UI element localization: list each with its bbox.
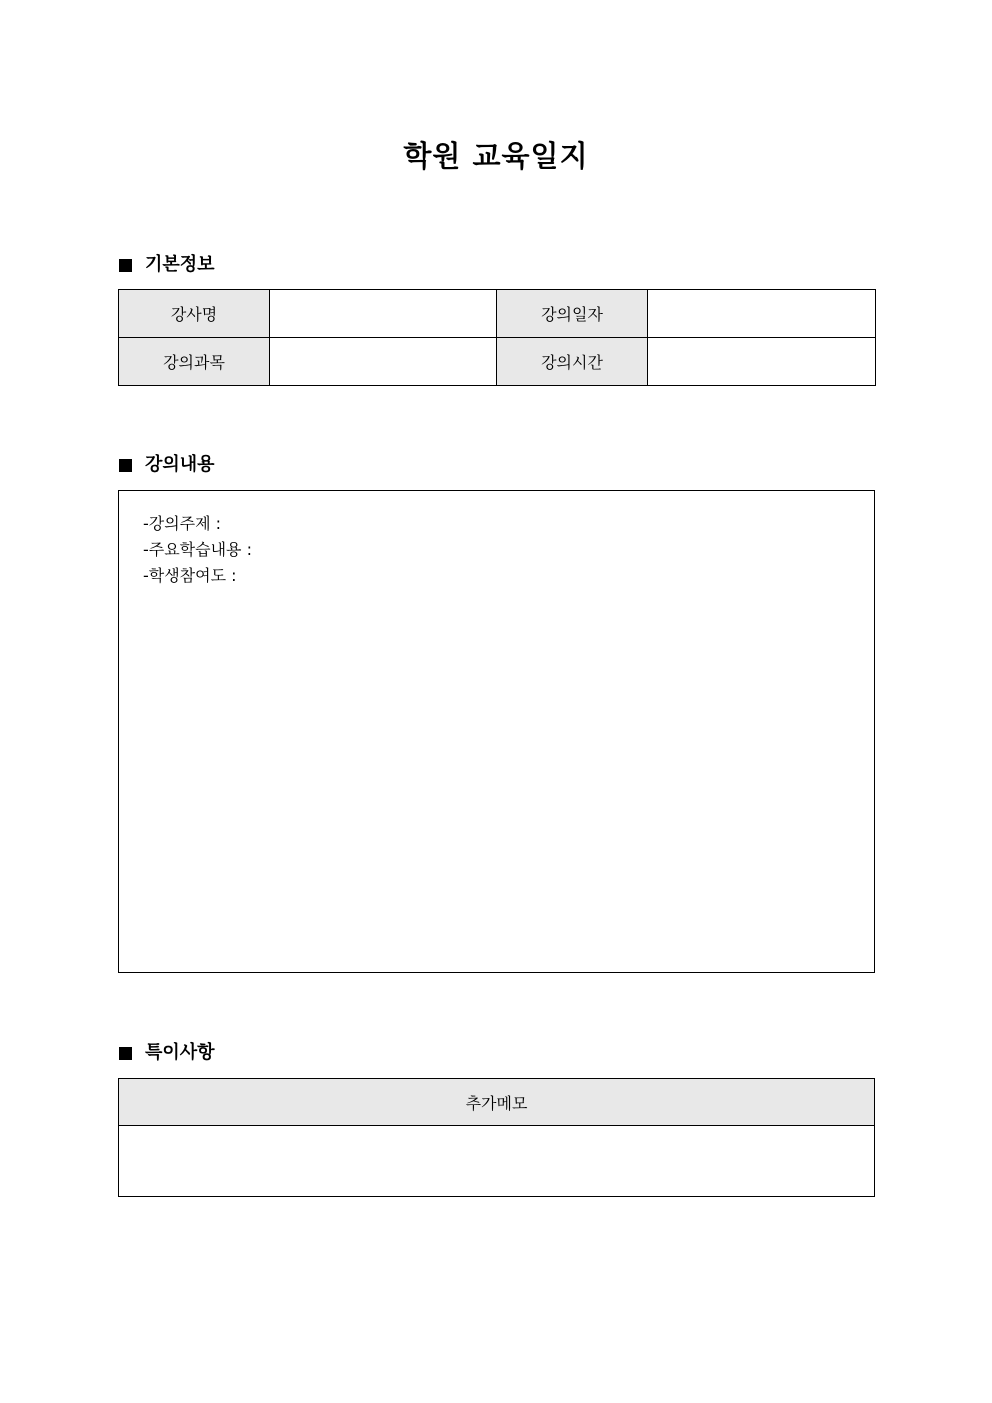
section-heading-basic-info xyxy=(119,253,215,277)
section-heading-remarks xyxy=(119,1041,215,1065)
lecture-content-box[interactable] xyxy=(118,490,875,973)
table-row xyxy=(119,338,876,386)
square-bullet-icon xyxy=(119,1047,132,1060)
instructor-label: 강사명 xyxy=(119,290,270,338)
section-heading-label: 기본정보 xyxy=(145,254,215,275)
subject-field[interactable] xyxy=(270,338,497,386)
table-row xyxy=(119,1126,875,1197)
student-participation-line: -학생참여도 : xyxy=(143,566,237,585)
square-bullet-icon xyxy=(119,259,132,272)
lecture-topic-line: -강의주제 : xyxy=(143,514,222,533)
table-row xyxy=(119,1079,875,1126)
page-title: 학원 교육일지 xyxy=(403,139,589,173)
memo-table xyxy=(118,1078,875,1197)
section-heading-label: 특이사항 xyxy=(145,1042,215,1063)
main-learning-line: -주요학습내용 : xyxy=(143,540,252,559)
memo-label: 추가메모 xyxy=(119,1079,875,1126)
basic-info-table xyxy=(118,289,876,386)
memo-field[interactable] xyxy=(119,1126,875,1197)
section-heading-lecture-content xyxy=(119,453,215,477)
lecture-content-lines xyxy=(143,511,252,589)
table-row xyxy=(119,290,876,338)
lecture-date-label: 강의일자 xyxy=(497,290,648,338)
subject-label: 강의과목 xyxy=(119,338,270,386)
lecture-time-field[interactable] xyxy=(648,338,876,386)
instructor-field[interactable] xyxy=(270,290,497,338)
lecture-date-field[interactable] xyxy=(648,290,876,338)
square-bullet-icon xyxy=(119,459,132,472)
lecture-time-label: 강의시간 xyxy=(497,338,648,386)
section-heading-label: 강의내용 xyxy=(145,454,215,475)
